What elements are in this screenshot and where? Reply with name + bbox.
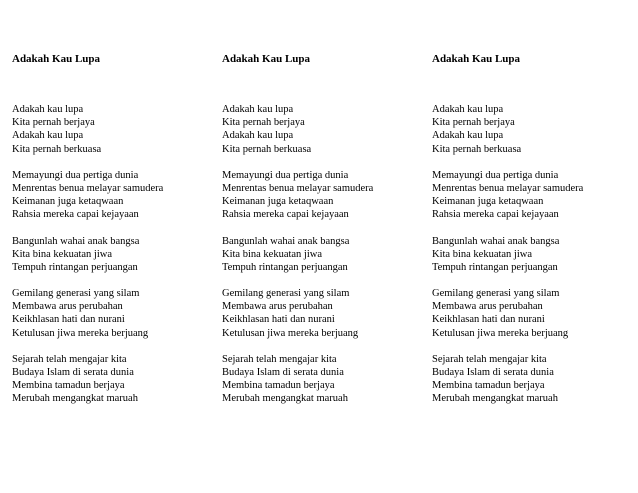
lyric-line: Adakah kau lupa [12,130,84,142]
lyric-line: Bangunlah wahai anak bangsa [432,235,560,247]
lyric-line: Adakah kau lupa [222,130,294,142]
lyric-line: Keimanan juga ketaqwaan [12,196,124,208]
lyric-line: Keikhlasan hati dan nurani [12,314,125,326]
lyric-line: Adakah kau lupa [222,104,294,115]
lyric-line: Gemilang generasi yang silam [432,288,560,300]
stanza [222,169,422,222]
lyric-line: Membina tamadun berjaya [12,380,125,392]
lyric-line: Keikhlasan hati dan nurani [432,314,545,326]
stanza [432,169,632,222]
lyric-line: Kita pernah berkuasa [12,143,102,155]
lyric-line: Keimanan juga ketaqwaan [222,196,334,208]
lyric-line: Rahsia mereka capai kejayaan [222,209,349,221]
lyric-line: Membawa arus perubahan [12,301,123,313]
stanza [12,353,212,406]
lyric-line: Bangunlah wahai anak bangsa [12,235,140,247]
lyric-line: Bangunlah wahai anak bangsa [222,235,350,247]
lyric-line: Membina tamadun berjaya [432,380,545,392]
lyric-line: Keikhlasan hati dan nurani [222,314,335,326]
stanza [12,169,212,222]
lyric-line: Gemilang generasi yang silam [12,288,140,300]
lyric-line: Kita bina kekuatan jiwa [222,248,323,260]
stanza [222,353,422,406]
lyric-line: Adakah kau lupa [12,104,84,115]
lyric-line: Adakah kau lupa [432,130,504,142]
lyric-line: Kita pernah berjaya [432,117,515,129]
stanza [222,103,422,156]
stanza-list [222,103,422,406]
stanza-list [12,103,212,406]
lyric-line: Membawa arus perubahan [432,301,543,313]
lyric-line: Ketulusan jiwa mereka berjuang [12,327,149,339]
lyric-line: Budaya Islam di serata dunia [12,367,134,378]
lyric-line: Kita pernah berjaya [222,117,305,129]
lyric-line: Ketulusan jiwa mereka berjuang [432,327,569,339]
lyric-line: Tempuh rintangan perjuangan [222,261,348,273]
lyric-line: Membawa arus perubahan [222,301,333,313]
lyric-line: Sejarah telah mengajar kita [12,353,127,365]
lyric-line: Sejarah telah mengajar kita [432,353,547,365]
lyric-line: Kita pernah berkuasa [432,143,522,155]
lyric-line: Sejarah telah mengajar kita [222,353,337,365]
lyric-line: Gemilang generasi yang silam [222,288,350,300]
song-title: Adakah Kau Lupa [432,53,521,65]
lyric-line: Adakah kau lupa [432,104,504,115]
lyric-line: Tempuh rintangan perjuangan [12,261,138,273]
stanza [432,353,632,406]
stanza [12,103,212,156]
lyric-line: Merubah mengangkat maruah [12,393,138,405]
stanza [222,287,422,340]
stanza [12,235,212,275]
lyric-line: Memayungi dua pertiga dunia [432,169,559,181]
lyric-line: Kita pernah berkuasa [222,143,312,155]
lyric-line: Rahsia mereka capai kejayaan [12,209,139,221]
stanza-list [432,103,632,406]
lyric-line: Membina tamadun berjaya [222,380,335,392]
lyric-line: Kita bina kekuatan jiwa [432,248,533,260]
stanza [12,287,212,340]
lyric-line: Budaya Islam di serata dunia [222,367,344,378]
stanza [432,287,632,340]
lyric-line: Kita bina kekuatan jiwa [12,248,113,260]
lyrics-column-2 [222,53,422,419]
stanza [432,235,632,275]
lyric-line: Menrentas benua melayar samudera [222,182,374,194]
lyric-line: Menrentas benua melayar samudera [432,182,584,194]
song-title: Adakah Kau Lupa [222,53,311,65]
lyrics-column-1 [12,53,212,419]
lyric-line: Budaya Islam di serata dunia [432,367,554,378]
lyric-line: Merubah mengangkat maruah [222,393,348,405]
lyric-line: Ketulusan jiwa mereka berjuang [222,327,359,339]
lyric-line: Menrentas benua melayar samudera [12,182,164,194]
lyric-line: Rahsia mereka capai kejayaan [432,209,559,221]
stanza [432,103,632,156]
lyric-line: Kita pernah berjaya [12,117,95,129]
lyrics-column-3 [432,53,632,419]
lyric-line: Tempuh rintangan perjuangan [432,261,558,273]
song-title: Adakah Kau Lupa [12,53,101,65]
stanza [222,235,422,275]
lyric-line: Memayungi dua pertiga dunia [12,169,139,181]
lyric-line: Merubah mengangkat maruah [432,393,558,405]
lyric-line: Memayungi dua pertiga dunia [222,169,349,181]
lyric-line: Keimanan juga ketaqwaan [432,196,544,208]
